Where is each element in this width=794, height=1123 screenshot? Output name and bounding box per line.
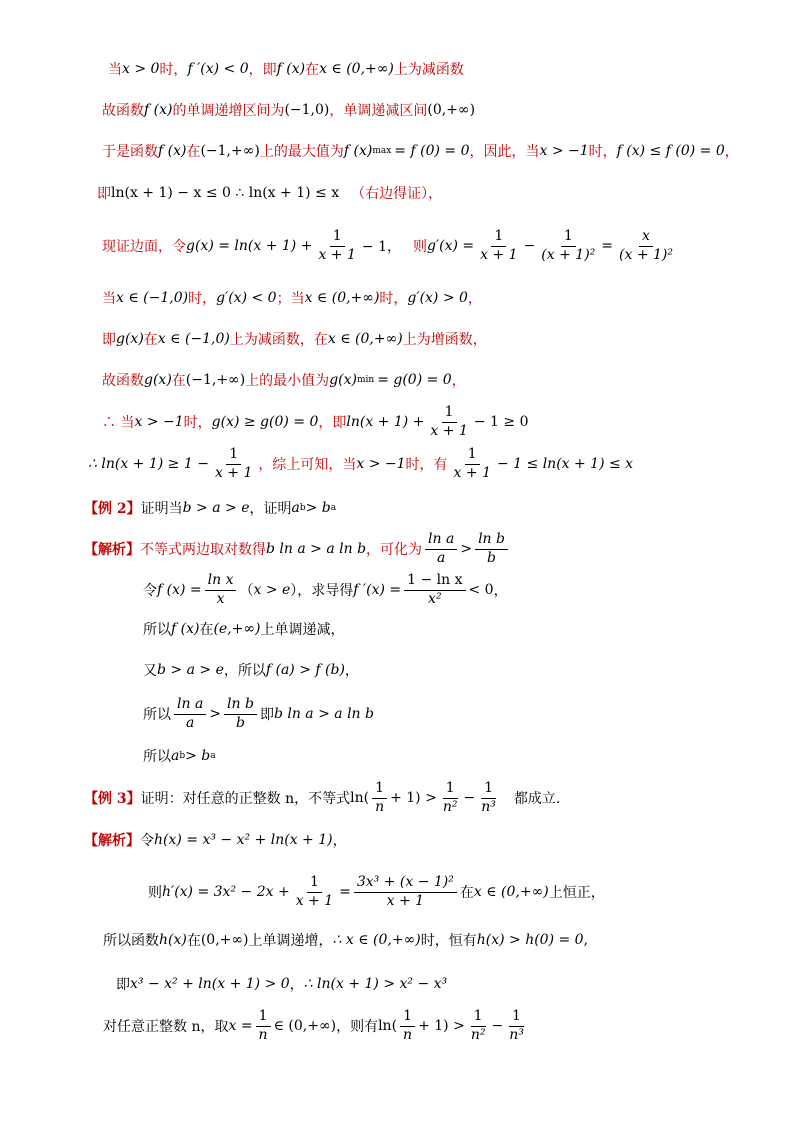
math: x > 0	[122, 61, 160, 77]
text: 上单调递增，	[248, 933, 333, 949]
math: x ∈ (0,+∞)	[304, 290, 380, 306]
proof-line-3	[102, 140, 739, 162]
fraction	[616, 229, 676, 263]
solution-tag: 【解析】	[84, 542, 140, 558]
example-tag: 【例 3】	[84, 791, 141, 807]
superscript: a	[330, 503, 337, 513]
math: f (x)	[171, 621, 200, 637]
text: 都成立.	[513, 791, 561, 807]
math: − 1 ≤ ln(x + 1) ≤ x	[496, 456, 634, 472]
solution-2-line-6	[143, 745, 216, 767]
fraction	[400, 1009, 415, 1043]
text: 上为减函数，在	[229, 332, 328, 348]
fraction	[372, 781, 387, 815]
solution-3-line-1	[84, 829, 347, 851]
math: ∈ (0,+∞)	[273, 1018, 337, 1034]
proof-line-1	[108, 58, 464, 80]
text: 上的最大值为	[259, 144, 344, 160]
math: h′(x) = 3x² − 2x +	[162, 884, 290, 900]
math: + 1) >	[390, 790, 437, 806]
math: x > −1	[539, 143, 589, 159]
fraction	[354, 875, 457, 909]
math: x > e	[253, 582, 291, 598]
text: ，综上可知，当	[258, 457, 357, 473]
math: ∴ ln(x + 1) ≥ 1 −	[88, 456, 209, 472]
math: ln(	[378, 1018, 398, 1034]
text: ，可化为	[366, 542, 423, 558]
proof-line-8	[102, 369, 466, 391]
math: f (x) =	[157, 582, 202, 598]
math: x ∈ (0,+∞)	[327, 331, 403, 347]
text: 即	[97, 186, 111, 202]
text: ，所以	[223, 663, 266, 679]
solution-2-line-1	[84, 527, 511, 571]
superscript: a	[210, 751, 216, 761]
fraction	[293, 875, 336, 909]
denominator: x + 1	[214, 464, 253, 481]
math: (−1,0)	[284, 102, 330, 118]
math: f ′(x) =	[353, 582, 402, 598]
math: x ∈ (−1,0)	[157, 331, 230, 347]
numerator: 1	[509, 1009, 524, 1026]
math: ln(	[350, 790, 370, 806]
text: 现证边面，令	[102, 239, 186, 255]
math: (−1,+∞)	[185, 372, 246, 388]
text: ，	[724, 144, 739, 160]
text: 所以	[143, 749, 171, 765]
text: 时，	[183, 415, 212, 431]
example-tag: 【例 2】	[84, 501, 141, 517]
text: 上单调递减，	[260, 622, 345, 638]
subscript: min	[356, 375, 375, 385]
math: x > −1	[356, 456, 406, 472]
math: g′(x) < 0	[216, 290, 277, 306]
fraction	[174, 697, 206, 731]
superscript: b	[299, 503, 306, 513]
fraction	[468, 1009, 489, 1043]
denominator: x	[216, 590, 225, 607]
text: 证明当	[140, 501, 183, 517]
math: >	[209, 706, 222, 722]
math: ∴ x ∈ (0,+∞)	[332, 932, 421, 948]
fraction	[477, 229, 520, 263]
example-3-heading	[84, 776, 560, 820]
text: ；当	[276, 291, 305, 307]
denominator: n	[403, 1026, 413, 1043]
math: f (x) ≤ f (0) = 0	[616, 143, 725, 159]
text: ，因此，当	[469, 144, 540, 160]
text: 所以	[143, 622, 171, 638]
math: >	[460, 541, 473, 557]
math: ∴ ln(x + 1) > x² − x³	[303, 976, 448, 992]
numerator: ln b	[224, 697, 257, 714]
math: x ∈ (0,+∞)	[473, 884, 549, 900]
text: ，即	[248, 62, 277, 78]
denominator: a	[437, 549, 446, 566]
numerator: 1	[372, 781, 387, 798]
text: ，	[493, 583, 508, 599]
numerator: ln b	[475, 532, 508, 549]
text: 在	[305, 62, 320, 78]
math: (0,+∞)	[427, 102, 476, 118]
denominator: (x + 1)²	[619, 246, 673, 263]
denominator: x + 1	[295, 892, 334, 909]
math: =	[339, 884, 351, 900]
numerator: 1	[400, 1009, 415, 1026]
solution-2-line-2	[143, 568, 508, 612]
math: f (x)	[144, 102, 173, 118]
math: x³ − x² + ln(x + 1) > 0	[130, 976, 290, 992]
text: 时，有	[405, 457, 448, 473]
math: g(x)	[116, 331, 144, 347]
math: > b	[185, 748, 211, 764]
solution-3-line-3	[103, 929, 588, 951]
math: f (a) > f (b)	[265, 662, 345, 678]
math: f (x)	[276, 61, 306, 77]
numerator: 1	[481, 781, 496, 798]
math: (−1,+∞)	[200, 143, 260, 159]
text: 上为增函数，	[402, 332, 487, 348]
numerator: x	[639, 229, 653, 246]
text: 则	[412, 239, 427, 255]
text: 对任意正整数 n，取	[103, 1019, 229, 1035]
denominator: x + 1	[386, 892, 425, 909]
text: ，	[289, 977, 304, 993]
math: = g(0) = 0	[377, 372, 452, 388]
text: ，即	[318, 415, 347, 431]
text: 证明：对任意的正整数 n，不等式	[140, 791, 351, 807]
denominator: x + 1	[430, 422, 468, 439]
denominator: b	[236, 714, 245, 731]
denominator: n	[258, 1026, 268, 1043]
text: 上的最小值为	[245, 373, 330, 389]
solution-tag: 【解析】	[84, 833, 140, 849]
text: 又	[143, 663, 157, 679]
text: ,	[583, 932, 589, 948]
math: f ′(x) < 0	[187, 61, 249, 77]
text: 则	[148, 885, 162, 901]
proof-line-2	[102, 99, 475, 121]
math: f (x)	[158, 143, 187, 159]
solution-2-line-3	[143, 618, 345, 640]
denominator: a	[185, 714, 195, 731]
numerator: ln x	[205, 573, 237, 590]
text: （	[239, 583, 254, 599]
text: 时，	[188, 291, 217, 307]
text: 上恒正，	[548, 885, 605, 901]
text: 在	[186, 933, 201, 949]
denominator: x²	[428, 590, 442, 607]
solution-3-line-4	[116, 973, 447, 995]
math: − 1，	[361, 239, 401, 255]
denominator: n²	[470, 1026, 486, 1043]
numerator: 1	[465, 447, 480, 464]
math: b ln a > a ln b	[266, 541, 367, 557]
math: g(x)	[144, 372, 172, 388]
math: = f (0) = 0	[394, 143, 470, 159]
text: 的单调递增区间为	[172, 103, 285, 119]
text: （右边得证），	[351, 186, 443, 202]
text: ），求导得	[290, 583, 354, 599]
text: 当	[108, 62, 122, 78]
denominator: n³	[509, 1026, 524, 1043]
fraction	[440, 781, 461, 815]
fraction	[212, 447, 255, 481]
solution-3-line-2	[148, 867, 605, 917]
numerator: 1	[443, 781, 458, 798]
proof-line-7	[102, 328, 487, 350]
math: b ln a > a ln b	[273, 706, 374, 722]
math: −	[523, 238, 536, 254]
numerator: 1	[471, 1009, 486, 1026]
math: < 0	[468, 582, 494, 598]
numerator: 1	[330, 229, 345, 246]
denominator: x + 1	[453, 464, 491, 481]
math: a	[291, 500, 300, 516]
numerator: 1	[491, 229, 506, 246]
math: g′(x) =	[426, 238, 475, 254]
text: ，	[344, 663, 359, 679]
denominator: b	[487, 549, 497, 566]
math: x =	[228, 1018, 253, 1034]
subscript: max	[372, 146, 392, 156]
example-2-heading	[84, 497, 336, 519]
text: 令	[143, 583, 157, 599]
fraction	[478, 781, 499, 815]
text: 即	[116, 977, 130, 993]
math: g(x) ≥ g(0) = 0	[211, 414, 319, 430]
text: 时，恒有	[420, 933, 477, 949]
text: ，单调递减区间	[329, 103, 428, 119]
math: −	[463, 790, 476, 806]
numerator: 1	[442, 405, 457, 422]
text: 时，	[588, 144, 617, 160]
fraction	[475, 532, 508, 566]
text: 即	[259, 707, 274, 723]
fraction	[205, 573, 237, 607]
proof-line-4	[97, 182, 442, 204]
fraction	[404, 573, 465, 607]
math: (0,+∞)	[200, 932, 249, 948]
text: ，	[332, 833, 347, 849]
fraction	[315, 229, 358, 263]
text: 时，	[379, 291, 408, 307]
text: 在	[459, 885, 474, 901]
fraction	[451, 447, 494, 481]
fraction	[224, 697, 257, 731]
solution-2-line-5	[143, 692, 374, 736]
text: 在	[186, 144, 201, 160]
math: g(x) = ln(x + 1) +	[186, 238, 313, 254]
text: ，	[467, 291, 482, 307]
math: ln(x + 1) +	[346, 414, 425, 430]
text: 令	[140, 833, 154, 849]
solution-2-line-4	[143, 659, 359, 681]
superscript: b	[179, 751, 186, 761]
math: x ∈ (0,+∞)	[319, 61, 394, 77]
math: b > a > e	[157, 662, 224, 678]
text: 于是函数	[102, 144, 158, 160]
text: 时，	[159, 62, 188, 78]
text: 不等式两边取对数得	[140, 542, 266, 558]
text: 在	[171, 373, 186, 389]
fraction	[256, 1009, 271, 1043]
math: −	[491, 1018, 504, 1034]
math: (e,+∞)	[213, 621, 261, 637]
denominator: (x + 1)²	[541, 246, 596, 263]
text: 在	[143, 332, 158, 348]
numerator: ln a	[174, 697, 206, 714]
math: a	[171, 748, 180, 764]
proof-line-5	[102, 224, 679, 268]
math: + 1) >	[418, 1018, 465, 1034]
math: > b	[305, 500, 331, 516]
numerator: 1 − ln x	[404, 573, 465, 590]
proof-line-9	[102, 400, 529, 444]
text: 上为减函数	[393, 62, 464, 78]
math: x > −1	[134, 414, 184, 430]
numerator: 1	[256, 1009, 271, 1026]
numerator: 3x³ + (x − 1)²	[354, 875, 457, 892]
text: ，则有	[336, 1019, 379, 1035]
math: b > a > e	[182, 500, 250, 516]
math: x ∈ (−1,0)	[116, 290, 189, 306]
math: h(x)	[159, 932, 187, 948]
fraction	[506, 1009, 527, 1043]
fraction	[427, 405, 470, 439]
math: ln(x + 1) − x ≤ 0 ∴ ln(x + 1) ≤ x	[111, 185, 340, 201]
text: 故函数	[102, 103, 144, 119]
text: 所以函数	[103, 933, 159, 949]
denominator: n³	[481, 798, 496, 815]
solution-3-line-5	[103, 1004, 530, 1048]
fraction	[425, 532, 457, 566]
math: h(x) = x³ − x² + ln(x + 1)	[154, 832, 333, 848]
text: ，	[451, 373, 466, 389]
proof-line-6	[102, 287, 482, 309]
math: g′(x) > 0	[407, 290, 468, 306]
text: 所以	[143, 707, 171, 723]
denominator: x + 1	[318, 246, 356, 263]
numerator: 1	[307, 875, 322, 892]
math: f (x)	[343, 143, 373, 159]
text: ∴ 当	[102, 415, 135, 431]
text: 在	[199, 622, 214, 638]
math: =	[601, 238, 614, 254]
fraction	[538, 229, 598, 263]
numerator: ln a	[425, 532, 457, 549]
text: 故函数	[102, 373, 144, 389]
math: − 1 ≥ 0	[473, 414, 529, 430]
denominator: n²	[442, 798, 458, 815]
text: 当	[102, 291, 116, 307]
denominator: n	[375, 798, 385, 815]
text: 即	[102, 332, 116, 348]
denominator: x + 1	[480, 246, 518, 263]
proof-line-10	[88, 442, 633, 486]
math: h(x) > h(0) = 0	[476, 932, 584, 948]
math: g(x)	[329, 372, 357, 388]
text: ，证明	[249, 501, 292, 517]
numerator: 1	[561, 229, 576, 246]
numerator: 1	[226, 447, 241, 464]
